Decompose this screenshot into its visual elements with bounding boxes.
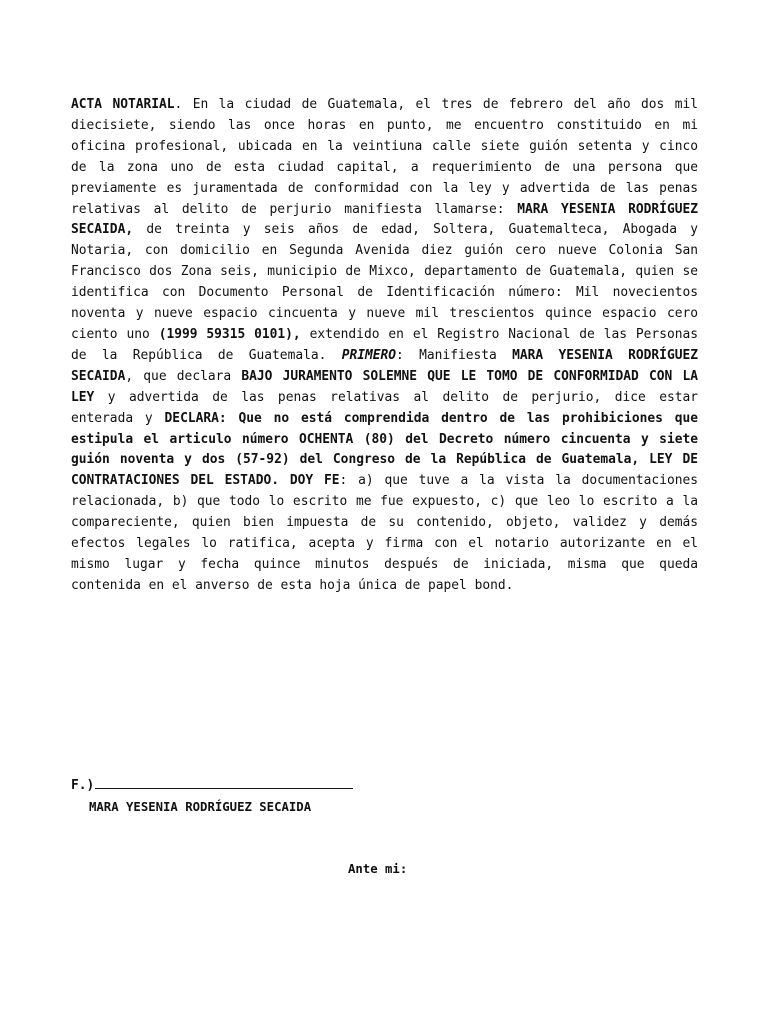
oath-statement: BAJO JURAMENTO SOLEMNE QUE LE TOMO DE CONFORMIDAD CON LA LEY <box>71 368 699 405</box>
appearing-party-name-2: MARA YESENIA RODRÍGUEZ SECAIDA <box>71 347 698 384</box>
declaration-statement: DECLARA: Que no está comprendida dentro de las prohibiciones que estipula el articulo número OCHENTA (80) del Decreto número cincuenta y siete guión noventa y dos (57-92) del Congreso de la República de Guatemala, LEY DE CONTRATACIONES DEL ESTADO. DOY FE <box>71 410 698 489</box>
notarial-act-body <box>71 95 698 597</box>
appearing-party-name: MARA YESENIA RODRÍGUEZ SECAIDA, <box>71 201 698 238</box>
act-text-registry: extendido en el Registro Nacional de las Personas de la República de Guatemala. <box>71 326 698 363</box>
act-text-closing: : a) que tuve a la vista la documentaciones relacionada, b) que todo lo escrito me fue expuesto, c) que leo lo escrito a la compareciente, quien bien impuesta de su contenido, objeto, validez y demás efectos legales lo ratifica, acepta y firma con el notario autorizante en el mismo lugar y fecha quince minutos después de iniciada, misma que queda contenida en el anverso de esta hoja única de papel bond. <box>71 473 698 593</box>
signature-line <box>71 778 353 793</box>
act-text-perjurio: y advertida de las penas relativas al delito de perjurio, dice estar enterada y <box>71 389 698 426</box>
clause-primero: PRIMERO <box>341 347 397 363</box>
ante-mi-label: Ante mi: <box>348 862 408 876</box>
act-text-identity: de treinta y seis años de edad, Soltera, Guatemalteca, Abogada y Notaria, con domicilio en Segunda Avenida diez guión cero nueve Colonia San Francisco dos Zona seis, municipio de Mixco, departamento de Guatemala, quien se identifica con Documento Personal de Identificación número: Mil novecientos noventa y nueve espacio cincuenta y nueve mil trescientos quince espacio cero ciento uno <box>71 222 698 342</box>
act-title: ACTA NOTARIAL <box>71 97 175 112</box>
signer-name: MARA YESENIA RODRÍGUEZ SECAIDA <box>89 800 312 814</box>
act-text-manifiesta: : Manifiesta <box>396 347 513 363</box>
dpi-number: (1999 59315 0101), <box>158 326 301 342</box>
signature-prefix: F.) <box>71 778 95 793</box>
signature-rule <box>95 778 353 789</box>
act-text-declara: , que declara <box>125 368 242 384</box>
act-text-intro: . En la ciudad de Guatemala, el tres de febrero del año dos mil diecisiete, siendo las once horas en punto, me encuentro constituido en mi oficina profesional, ubicada en la veintiuna calle siete guión setenta y cinco de la zona uno de esta ciudad capital, a requerimiento de una persona que previamente es juramentada de conformidad con la ley y advertida de las penas relativas al delito de perjurio manifiesta llamarse: <box>71 97 698 217</box>
